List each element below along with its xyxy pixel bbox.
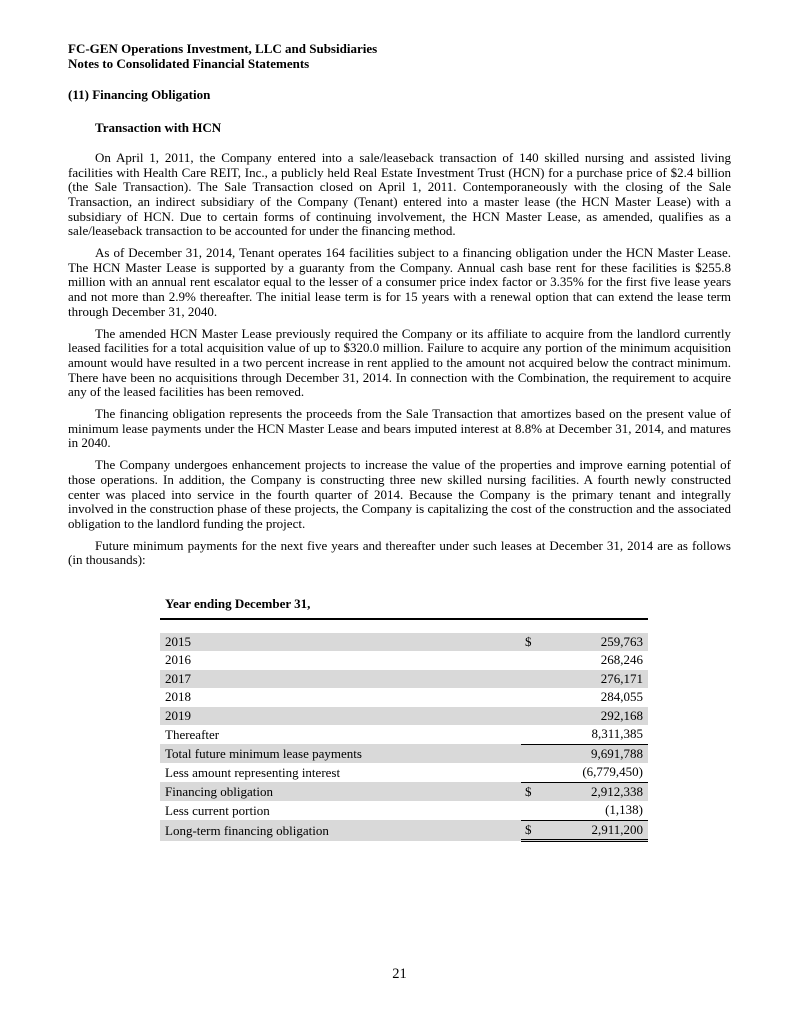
row-label: Less amount representing interest xyxy=(165,764,341,780)
future-minimum-payments-table xyxy=(160,633,648,843)
table-row-less-current-portion xyxy=(160,801,648,820)
row-amount: 276,171 xyxy=(565,670,648,689)
paragraph-financing-obligation: The financing obligation represents the proceeds from the Sale Transaction that amortizes based on the present value of minimum lease payments under the HCN Master Lease and bears imputed interest at 8.8% at December 31, 2014, and matures in 2040. xyxy=(68,406,731,451)
row-amount: 8,311,385 xyxy=(565,725,648,744)
currency-symbol xyxy=(521,707,565,726)
row-amount: 259,763 xyxy=(565,633,648,652)
paragraph-acquisition-requirement: The amended HCN Master Lease previously required the Company or its affiliate to acquire from the landlord currently leased facilities for a total acquisition value of up to $320.0 million. Failure to acquire any portion of the minimum acquisition amount would have resulted in a two percent increase in rent applied to the amount not acquired below the contract minimum. There have been no acquisitions through December 31, 2014. In connection with the Combination, the requirement to acquire any of the leased facilities has been removed. xyxy=(68,325,731,400)
row-amount: 268,246 xyxy=(600,652,643,668)
subsection-heading: Transaction with HCN xyxy=(95,120,222,136)
table-row-2019 xyxy=(160,707,648,726)
row-amount: (1,138) xyxy=(565,801,648,820)
table-row-2016 xyxy=(160,651,648,670)
future-minimum-payments-section xyxy=(160,597,648,842)
row-label: 2016 xyxy=(165,652,191,668)
table-row-long-term-financing-obligation xyxy=(160,820,648,841)
page-number: 21 xyxy=(392,966,407,983)
table-row-2017 xyxy=(160,670,648,689)
currency-symbol xyxy=(521,688,565,707)
table-row-financing-obligation xyxy=(160,782,648,801)
currency-symbol: $ xyxy=(521,782,565,801)
row-label: Financing obligation xyxy=(160,782,521,801)
table-row-2018 xyxy=(160,688,648,707)
row-amount: 2,912,338 xyxy=(565,782,648,801)
row-label: 2018 xyxy=(165,689,191,705)
currency-symbol xyxy=(521,744,565,763)
currency-symbol xyxy=(521,670,565,689)
row-amount: 284,055 xyxy=(600,689,643,705)
row-label: Total future minimum lease payments xyxy=(160,744,521,763)
row-amount: 9,691,788 xyxy=(565,744,648,763)
currency-symbol xyxy=(521,651,565,670)
row-label: 2017 xyxy=(160,670,521,689)
row-amount: 292,168 xyxy=(565,707,648,726)
document-header xyxy=(68,42,731,71)
paragraph-sale-leaseback: On April 1, 2011, the Company entered into a sale/leaseback transaction of 140 skilled nursing and assisted living facilities with Health Care REIT, Inc., a publicly held Real Estate Investment Trust (HCN) for a purchase price of $2.4 billion (the Sale Transaction). The Sale Transaction closed on April 1, 2011. Contemporaneously with the closing of the Sale Transaction, an indirect subsidiary of the Company (Tenant) entered into a master lease (the HCN Master Lease) with a subsidiary of HCN. Due to certain forms of continuing involvement, the HCN Master Lease, as amended, qualifies as a sale/leaseback transaction to be accounted for under the financing method. xyxy=(68,149,731,239)
table-row-2015 xyxy=(160,633,648,652)
row-label: Less current portion xyxy=(165,802,270,818)
row-amount: (6,779,450) xyxy=(565,763,648,782)
currency-symbol: $ xyxy=(521,633,565,652)
row-label: Long-term financing obligation xyxy=(160,820,521,841)
table-row-less-interest xyxy=(160,763,648,782)
paragraph-tenant-operations: As of December 31, 2014, Tenant operates 164 facilities subject to a financing obligation under the HCN Master Lease. The HCN Master Lease is supported by a guaranty from the Company. Annual cash base rent for these facilities is $255.8 million with an annual rent escalator equal to the lesser of a consumer price index factor or 3.35% for the first five lease years and not more than 2.9% thereafter. The initial lease term is for 15 years with a renewal option that can extend the lease term through December 31, 2040. xyxy=(68,245,731,319)
row-amount: 2,911,200 xyxy=(565,820,648,841)
table-row-thereafter xyxy=(160,725,648,744)
paragraph-enhancement-projects: The Company undergoes enhancement projects to increase the value of the properties and improve earning potential of those operations. In addition, the Company is constructing three new skilled nursing facilities. A fourth newly constructed center was placed into service in the fourth quarter of 2014. Because the Company is the primary tenant and integrally involved in the construction phase of these projects, the Company is capitalizing the cost of the construction and the associated obligation to the landlord funding the project. xyxy=(68,457,731,531)
paragraph-future-minimum-payments-intro: Future minimum payments for the next five years and thereafter under such leases at December 31, 2014 are as follows (in thousands): xyxy=(68,537,731,568)
row-label: 2015 xyxy=(160,633,521,652)
currency-symbol xyxy=(521,801,565,820)
table-header: Year ending December 31, xyxy=(160,597,648,620)
table-row-total-future-minimum-lease-payments xyxy=(160,744,648,763)
company-name: FC-GEN Operations Investment, LLC and Subsidiaries xyxy=(68,41,378,56)
currency-symbol xyxy=(521,725,565,744)
document-title: Notes to Consolidated Financial Statements xyxy=(68,55,310,71)
section-heading: (11) Financing Obligation xyxy=(68,87,211,103)
currency-symbol xyxy=(521,763,565,782)
currency-symbol: $ xyxy=(521,820,565,841)
row-label: 2019 xyxy=(160,707,521,726)
row-label: Thereafter xyxy=(165,726,220,742)
page-footer xyxy=(68,947,731,982)
